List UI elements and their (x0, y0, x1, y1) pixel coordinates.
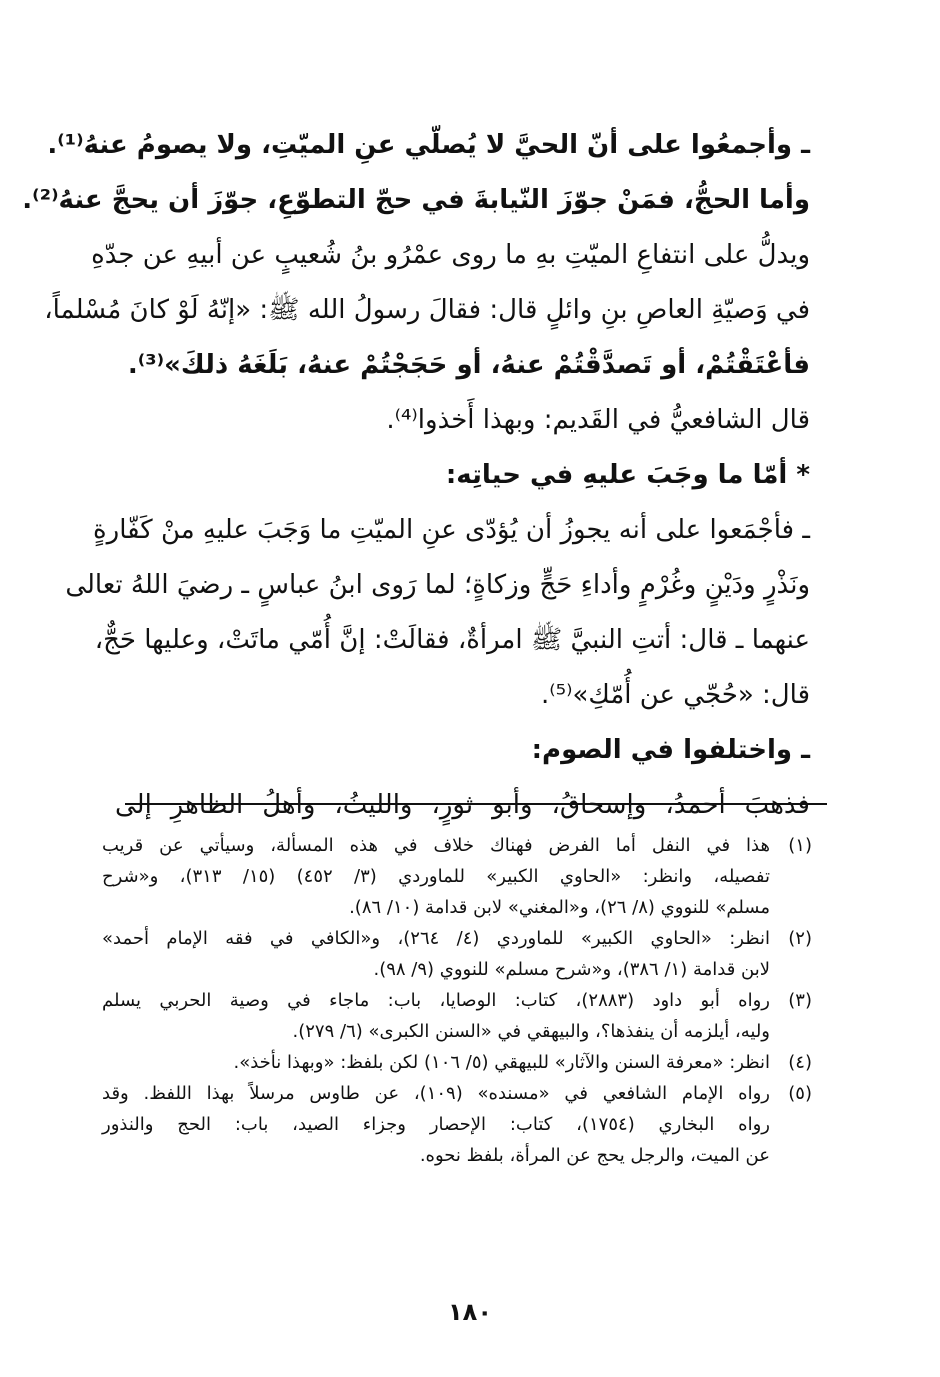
footnote (102, 923, 812, 985)
footnote-line: وليه، أيلزمه أن ينفذها؟، والبيهقي في «السنن الكبرى» (٦/ ٢٧٩). (292, 1021, 770, 1042)
main-line: ـ وأجمعُوا على أنّ الحيَّ لا يُصلّي عنِ الميّتِ، ولا يصومُ عنهُ⁽¹⁾. (47, 130, 810, 160)
main-line: ـ واختلفوا في الصوم: (531, 735, 810, 765)
footnote-number: (٤) (788, 1052, 812, 1073)
footnote-line: انظر: «معرفة السنن والآثار» للبيهقي (٥/ ١٠٦) لكن بلفظ: «وبهذا نأخذ». (233, 1052, 770, 1073)
footnote-number: (١) (788, 835, 812, 856)
main-text (22, 118, 810, 833)
footnote (102, 985, 812, 1047)
footnote-number: (٣) (788, 990, 812, 1011)
section-heading: * أمّا ما وجَبَ عليهِ في حياتِه: (445, 460, 810, 490)
main-line: ـ فأجْمَعوا على أنه يجوزُ أن يُؤدّى عنِ الميّتِ ما وَجَبَ عليهِ منْ كَفّارةٍ (93, 515, 810, 545)
main-line: فأعْتَقْتُمْ، أو تَصدَّقْتُمْ عنهُ، أو حَجَجْتُمْ عنهُ، بَلَغَهُ ذلكَ»⁽³⁾. (127, 350, 810, 380)
main-line: وأما الحجُّ، فمَنْ جوّزَ النّيابةَ في حجّ التطوّعِ، جوّزَ أن يحجَّ عنهُ⁽²⁾. (22, 185, 810, 215)
footnotes (102, 830, 812, 1171)
footnote-line: تفصيله، وانظر: «الحاوي الكبير» للماوردي (٣/ ٤٥٢) (١٥/ ٣١٣)، و«شرح (102, 866, 770, 887)
footnote-number: (٢) (788, 928, 812, 949)
main-line: فذهبَ أحمدُ، وإسحاقُ، وأبو ثورٍ، والليثُ، وأهلُ الظاهرِ إلى (115, 790, 810, 820)
footnote-line: مسلم» للنووي (٨/ ٢٦)، و«المغني» لابن قدامة (١٠/ ٨٦). (349, 897, 770, 918)
footnote-line: رواه الإمام الشافعي في «مسنده» (١٠٩)، عن طاوس مرسلاً بهذا اللفظ. وقد (102, 1083, 770, 1104)
footnote-line: رواه البخاري (١٧٥٤)، كتاب: الإحصار وجزاء الصيد، باب: الحج والنذور (102, 1114, 770, 1135)
footnote (102, 1047, 812, 1078)
footnote-number: (٥) (788, 1083, 812, 1104)
page-number: ١٨٠ (448, 1298, 492, 1326)
footnote-line: لابن قدامة (١/ ٣٨٦)، و«شرح مسلم» للنووي (٩/ ٩٨). (373, 959, 770, 980)
footnote-separator (125, 803, 827, 805)
footnote-line: هذا في النفل أما الفرض فهناك خلاف في هذه المسألة، وسيأتي عن قريب (102, 835, 770, 856)
main-line: في وَصيّةِ العاصِ بنِ وائلٍ قال: فقالَ رسولُ الله ﷺ: «إنّهُ لَوْ كانَ مُسْلماً، (44, 295, 810, 325)
footnote-line: رواه أبو داود (٢٨٨٣)، كتاب: الوصايا، باب: ماجاء في وصية الحربي يسلم (102, 990, 770, 1011)
footnote-line: انظر: «الحاوي الكبير» للماوردي (٤/ ٢٦٤)، و«الكافي في فقه الإمام أحمد» (102, 928, 770, 949)
footnote (102, 1078, 812, 1171)
footnote-line: عن الميت، والرجل يحج عن المرأة، بلفظ نحوه. (419, 1145, 770, 1166)
footnote (102, 830, 812, 923)
main-line: قال: «حُجّي عن أُمّكِ»⁽⁵⁾. (541, 680, 810, 710)
main-line: عنهما ـ قال: أتتِ النبيَّ ﷺ امرأةٌ، فقالَتْ: إنَّ أُمّي ماتَتْ، وعليها حَجٌّ، (94, 625, 810, 655)
main-line: ونَذْرٍ ودَيْنٍ وغُرْمٍ وأداءِ حَجٍّ وزكاةٍ؛ لما رَوى ابنُ عباسٍ ـ رضيَ اللهُ تعالى (65, 570, 810, 600)
main-line: قال الشافعيُّ في القَديم: وبهذا أَخذوا⁽⁴⁾. (386, 405, 810, 435)
main-line: ويدلُّ على انتفاعِ الميّتِ بهِ ما روى عمْرُو بنُ شُعيبٍ عن أبيهِ عن جدّهِ (91, 240, 810, 270)
